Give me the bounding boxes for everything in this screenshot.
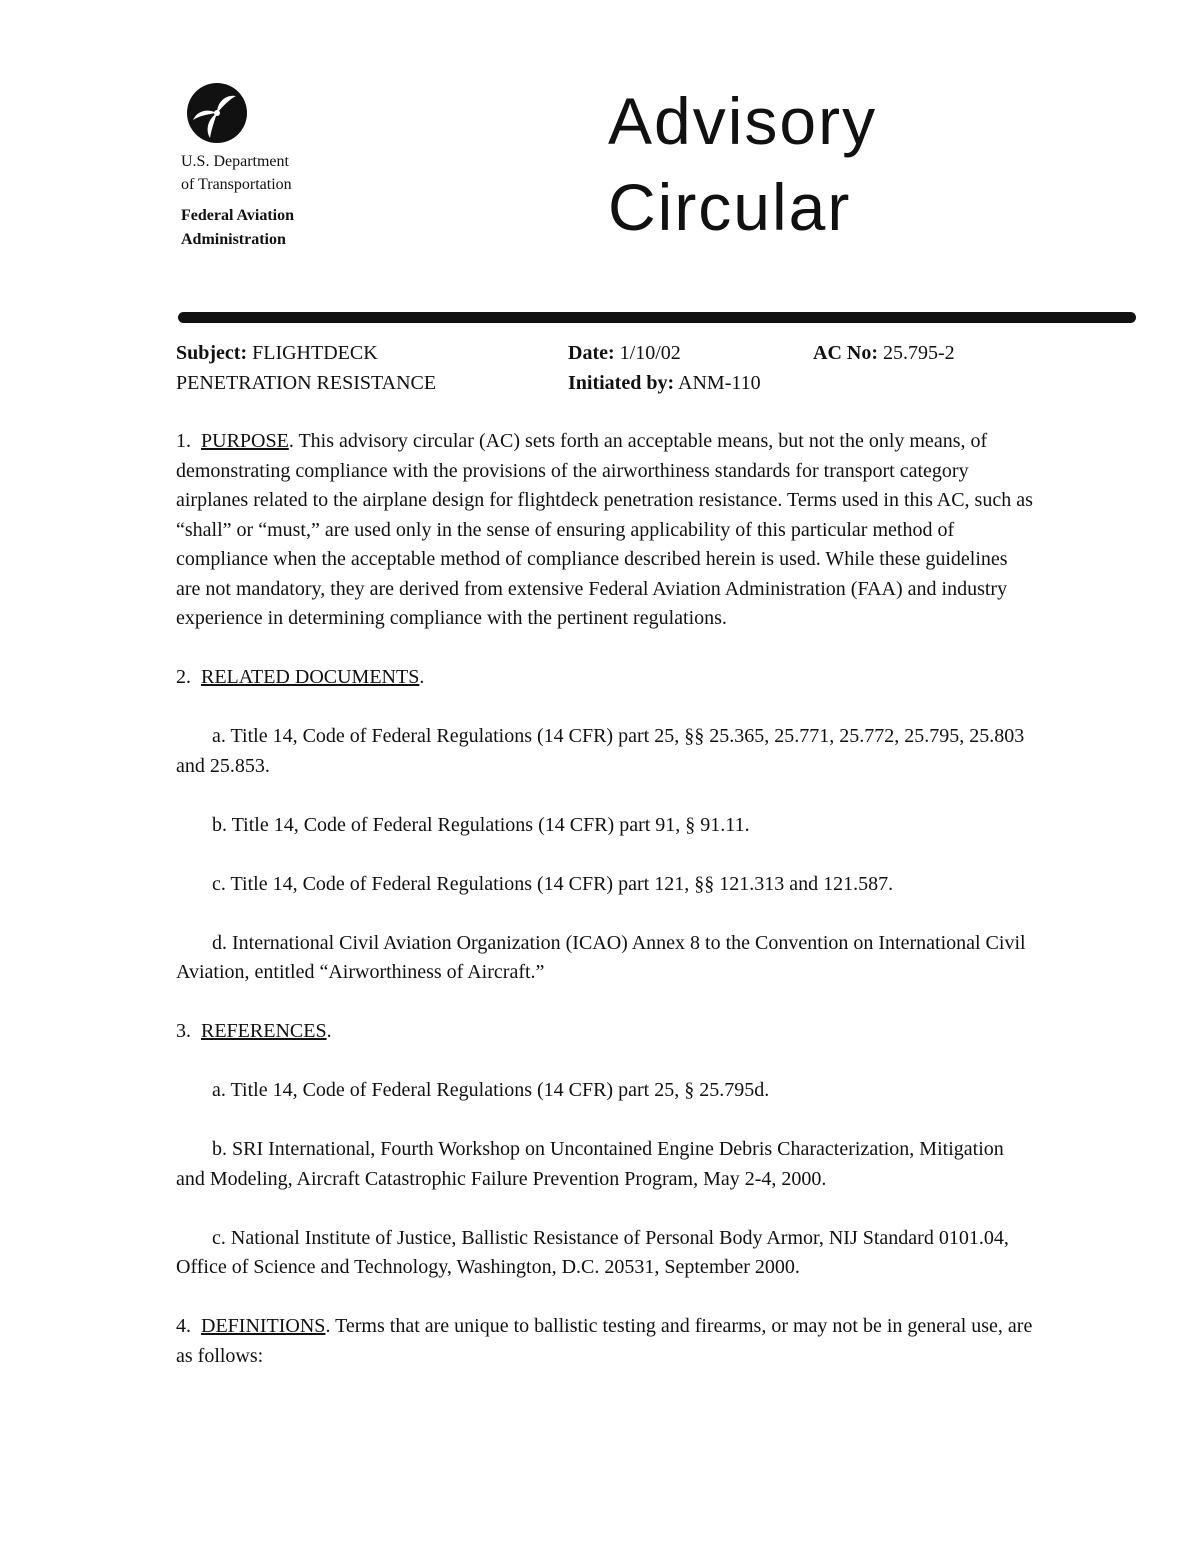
list-item <box>176 1224 1036 1283</box>
list-item-text: c. National Institute of Justice, Ballistic Resistance of Personal Body Armor, NIJ Standard 0101.04, Office of Science and Technology, Washington, D.C. 20531, September 2000. <box>176 1226 1009 1278</box>
initiated-field <box>568 368 761 398</box>
ac-number-field <box>813 338 955 368</box>
section-number: 3. <box>176 1020 191 1042</box>
document-body <box>176 427 1036 1401</box>
ac-number-label: AC No: <box>813 342 878 364</box>
list-item <box>176 1135 1036 1194</box>
agency-line: Administration <box>181 231 286 248</box>
list-item <box>176 722 1036 781</box>
agency-block <box>181 150 294 252</box>
section-related-documents <box>176 663 1036 693</box>
section-heading: DEFINITIONS <box>201 1315 326 1337</box>
list-item <box>176 811 1036 841</box>
list-item-text: a. Title 14, Code of Federal Regulations (14 CFR) part 25, § 25.795d. <box>212 1079 770 1101</box>
agency-line: U.S. Department <box>181 153 289 170</box>
list-item-text: d. International Civil Aviation Organization (ICAO) Annex 8 to the Convention on International Civil Aviation, entitled “Airworthiness of Aircraft.” <box>176 931 1026 983</box>
agency-faa <box>181 204 294 252</box>
section-heading: REFERENCES <box>201 1020 327 1042</box>
list-item-text: a. Title 14, Code of Federal Regulations (14 CFR) part 25, §§ 25.365, 25.771, 25.772, 25.795, 25.803 and 25.853. <box>176 725 1025 777</box>
title-line-1: Advisory <box>608 84 878 158</box>
list-item <box>176 870 1036 900</box>
date-value: 1/10/02 <box>619 342 681 364</box>
subject-value-line2: PENETRATION RESISTANCE <box>176 372 437 394</box>
document-title <box>608 78 877 250</box>
section-references <box>176 1017 1036 1047</box>
list-item-text: c. Title 14, Code of Federal Regulations (14 CFR) part 121, §§ 121.313 and 121.587. <box>212 872 894 895</box>
heading-period: . <box>419 666 425 688</box>
agency-line: Federal Aviation <box>181 207 295 224</box>
header-divider <box>178 312 1136 323</box>
list-item-text: b. SRI International, Fourth Workshop on Uncontained Engine Debris Characterization, Mitigation and Modeling, Aircraft Catastrophic Failure Prevention Program, May 2-4, 2000. <box>176 1138 1004 1190</box>
dot-logo-icon <box>186 82 248 144</box>
section-heading: PURPOSE <box>201 430 289 452</box>
section-text: . This advisory circular (AC) sets forth an acceptable means, but not the only means, of demonstrating compliance with the provisions of the airworthiness standards for transport category airplanes related to the airplane design for flightdeck penetration resistance. Terms used in this AC, such as “shall” or “must,” are used only in the sense of ensuring applicability of this particular method of compliance when the acceptable method of compliance described herein is used. While these guidelines are not mandatory, they are derived from extensive Federal Aviation Administration (FAA) and industry experience in determining compliance with the pertinent regulations. <box>176 430 1033 629</box>
section-text: . Terms that are unique to ballistic testing and firearms, or may not be in general use, are as follows: <box>176 1315 1033 1367</box>
heading-period: . <box>326 1020 332 1042</box>
ac-number-value: 25.795-2 <box>883 342 955 364</box>
section-number: 4. <box>176 1315 191 1337</box>
section-number: 2. <box>176 666 191 688</box>
initiated-label: Initiated by: <box>568 372 675 394</box>
date-label: Date: <box>568 342 615 364</box>
title-line-2: Circular <box>608 170 852 244</box>
section-definitions <box>176 1312 1036 1371</box>
section-heading: RELATED DOCUMENTS <box>201 666 420 688</box>
section-number: 1. <box>176 430 191 452</box>
subject-field <box>176 338 378 368</box>
initiated-value: ANM-110 <box>678 372 761 394</box>
list-item <box>176 1076 1036 1106</box>
section-purpose <box>176 427 1036 634</box>
date-field <box>568 338 681 368</box>
list-item-text: b. Title 14, Code of Federal Regulations (14 CFR) part 91, § 91.11. <box>212 813 750 836</box>
subject-label: Subject: <box>176 342 248 364</box>
agency-line: of Transportation <box>181 176 292 193</box>
list-item <box>176 929 1036 988</box>
subject-value-line1: FLIGHTDECK <box>252 342 378 364</box>
